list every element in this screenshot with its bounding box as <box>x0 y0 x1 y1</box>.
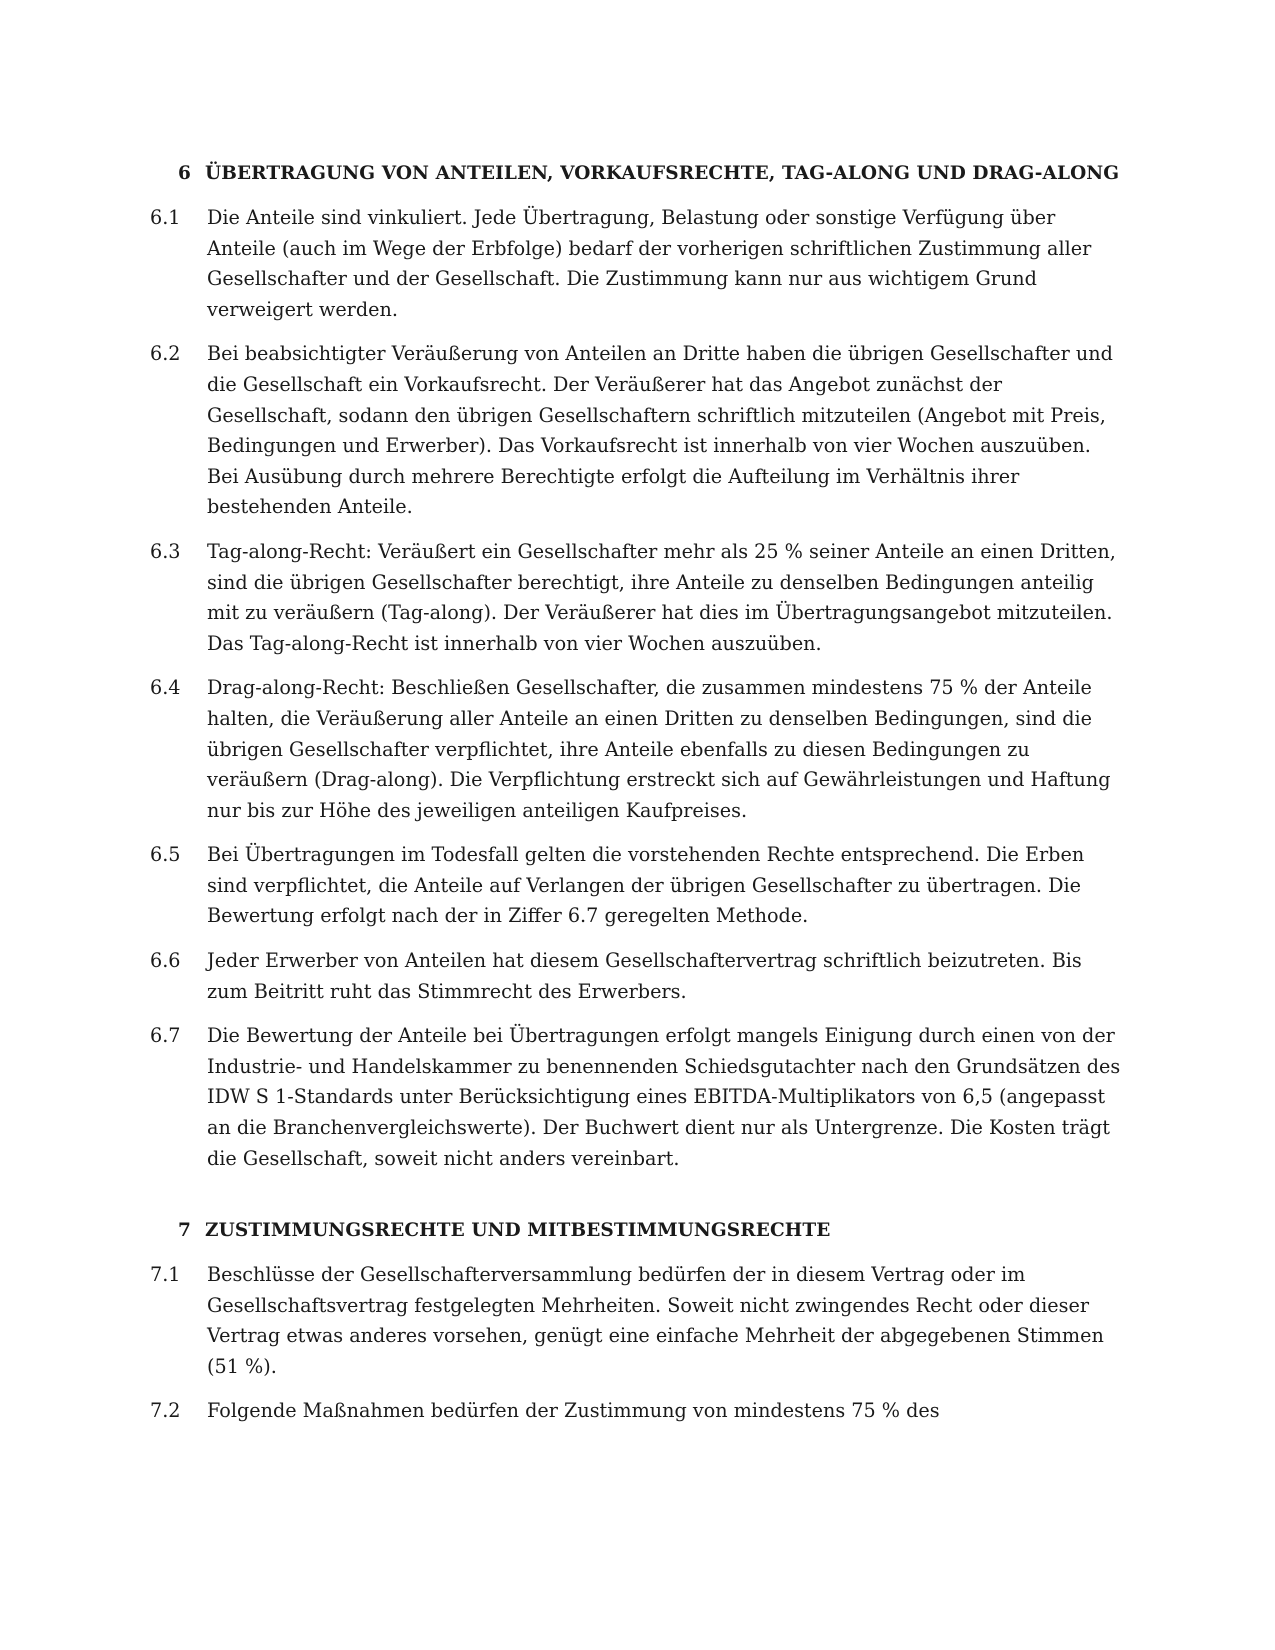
clause-number: 6.1 <box>150 206 181 229</box>
section-title: ÜBERTRAGUNG VON ANTEILEN, VORKAUFSRECHTE, TAG-ALONG UND DRAG-ALONG <box>205 163 1120 184</box>
clause-text: Drag-along-Recht: Beschließen Gesellschafter, die zusammen mindestens 75 % der Anteile halten, die Veräußerung aller Anteile an einen Dritten zu denselben Bedingungen, sind die übrigen Gesellschafter verpflichtet, ihre Anteile ebenfalls zu diesen Bedingungen zu veräußern (Drag-along). Die Verpflichtung erstreckt sich auf Gewährleistungen und Haftung nur bis zur Höhe des jeweiligen anteiligen Kaufpreises. <box>207 676 1111 822</box>
clause-list <box>150 1260 1130 1427</box>
section-7 <box>150 1216 1130 1427</box>
section-title: ZUSTIMMUNGSRECHTE UND MITBESTIMMUNGSRECHTE <box>205 1220 831 1241</box>
clause-number: 6.3 <box>150 539 181 563</box>
clause-text: Die Bewertung der Anteile bei Übertragungen erfolgt mangels Einigung durch einen von der Industrie- und Handelskammer zu benennenden Schiedsgutachter nach den Grundsätzen des IDW S 1-Standards unter Berücksichtigung eines EBITDA-Multiplikators von 6,5 (angepasst an die Branchenvergleichswerte). Der Buchwert dient nur als Untergrenze. Die Kosten trägt die Gesellschaft, soweit nicht anders vereinbart. <box>207 1024 1121 1170</box>
section-number: 7 <box>178 1220 191 1241</box>
clause-list <box>150 203 1130 1174</box>
section-6 <box>150 159 1130 1174</box>
clause-6-6 <box>150 946 1130 1007</box>
clause-text: Bei Übertragungen im Todesfall gelten die vorstehenden Rechte entsprechend. Die Erben sind verpflichtet, die Anteile auf Verlangen der übrigen Gesellschafter zu übertragen. Die Bewertung erfolgt nach der in Ziffer 6.7 geregelten Methode. <box>207 843 1085 928</box>
section-number: 6 <box>178 163 191 184</box>
clause-text: Folgende Maßnahmen bedürfen der Zustimmung von mindestens 75 % des <box>207 1399 940 1423</box>
clause-text: Tag-along-Recht: Veräußert ein Gesellschafter mehr als 25 % seiner Anteile an einen Dritten, sind die übrigen Gesellschafter berechtigt, ihre Anteile zu denselben Bedingungen anteilig mit zu veräußern (Tag-along). Der Veräußerer hat dies im Übertragungsangebot mitzuteilen. Das Tag-along-Recht ist innerhalb von vier Wochen auszuüben. <box>207 539 1116 655</box>
clause-number: 7.2 <box>150 1399 181 1423</box>
clause-text: Bei beabsichtigter Veräußerung von Anteilen an Dritte haben die übrigen Gesellschafter und die Gesellschaft ein Vorkaufsrecht. Der Veräußerer hat das Angebot zunächst der Gesellschaft, sodann den übrigen Gesellschaftern schriftlich mitzuteilen (Angebot mit Preis, Bedingungen und Erwerber). Das Vorkaufsrecht ist innerhalb von vier Wochen auszuüben. Bei Ausübung durch mehrere Berechtigte erfolgt die Aufteilung im Verhältnis ihrer bestehenden Anteile. <box>207 342 1113 519</box>
clause-number: 6.4 <box>150 676 181 700</box>
clause-6-4 <box>150 673 1130 826</box>
clause-7-1 <box>150 1260 1130 1382</box>
clause-6-7 <box>150 1021 1130 1174</box>
clause-number: 6.7 <box>150 1024 181 1048</box>
clause-6-1 <box>150 203 1130 325</box>
clause-7-2 <box>150 1396 1130 1427</box>
clause-text: Jeder Erwerber von Anteilen hat diesem Gesellschaftervertrag schriftlich beizutreten. Bis zum Beitritt ruht das Stimmrecht des Erwerbers. <box>207 949 1082 1003</box>
clause-number: 7.1 <box>150 1263 181 1286</box>
clause-number: 6.6 <box>150 949 181 973</box>
clause-number: 6.2 <box>150 342 181 366</box>
clause-6-5 <box>150 840 1130 932</box>
clause-text: Die Anteile sind vinkuliert. Jede Übertragung, Belastung oder sonstige Verfügung über Anteile (auch im Wege der Erbfolge) bedarf der vorherigen schriftlichen Zustimmung aller Gesellschafter und der Gesellschaft. Die Zustimmung kann nur aus wichtigem Grund verweigert werden. <box>207 206 1092 321</box>
section-heading <box>150 159 1130 189</box>
clause-number: 6.5 <box>150 843 181 867</box>
clause-6-2 <box>150 339 1130 523</box>
clause-text: Beschlüsse der Gesellschafterversammlung bedürfen der in diesem Vertrag oder im Gesellschaftsvertrag festgelegten Mehrheiten. Soweit nicht zwingendes Recht oder dieser Vertrag etwas anderes vorsehen, genügt eine einfache Mehrheit der abgegebenen Stimmen (51 %). <box>207 1263 1104 1378</box>
section-heading <box>150 1216 1130 1246</box>
clause-6-3 <box>150 537 1130 659</box>
